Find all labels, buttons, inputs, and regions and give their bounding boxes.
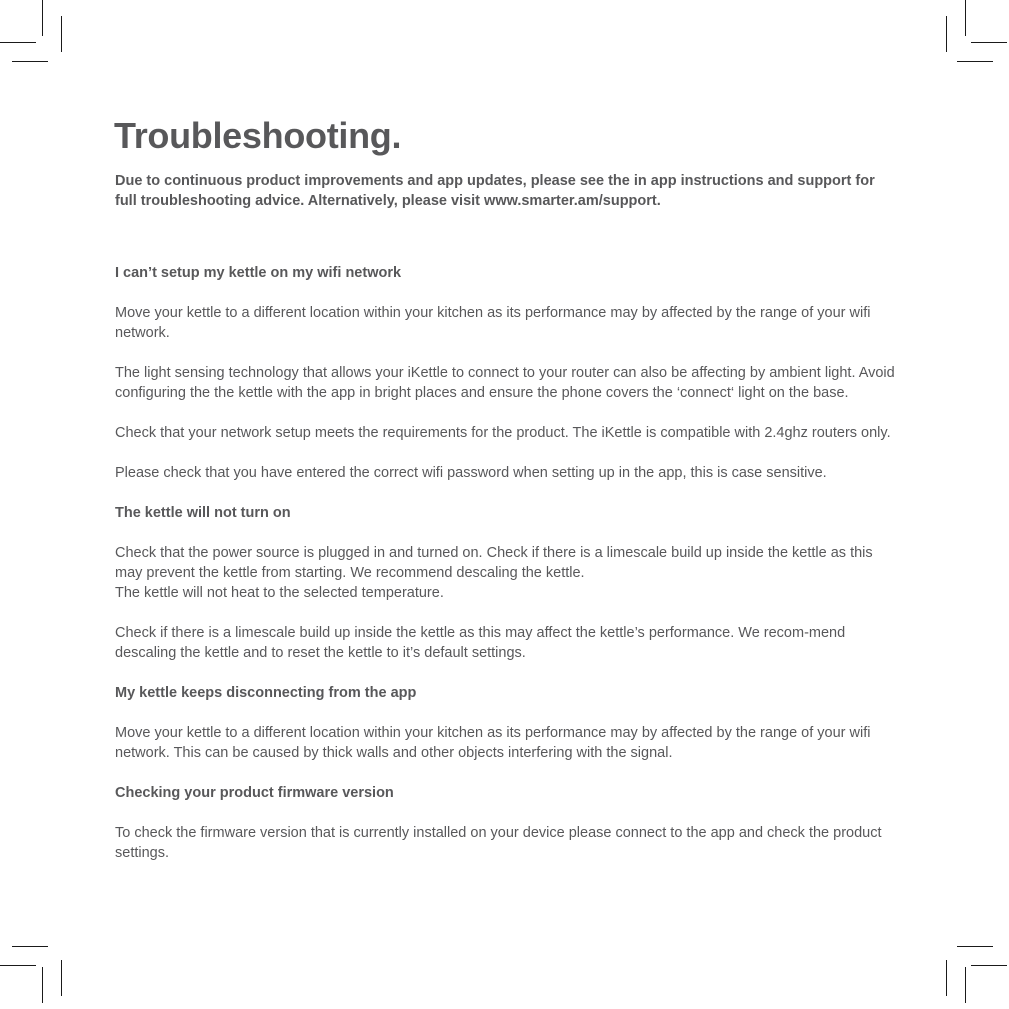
intro-text: Due to continuous product improvements and app updates, please see the in app instructions and support for full troubleshooting advice. Alternatively, please visit www.smarter.am/support. xyxy=(115,173,875,209)
paragraph: Check that the power source is plugged in and turned on. Check if there is a limescale build up inside the kettle as this may prevent the kettle from starting. We recommend descaling the kettle. The kettle will not heat to the selected temperature. xyxy=(115,545,873,601)
crop-mark xyxy=(965,967,966,1003)
paragraph: Please check that you have entered the correct wifi password when setting up in the app, this is case sensitive. xyxy=(115,465,827,481)
section-heading: I can’t setup my kettle on my wifi network xyxy=(115,265,402,281)
paragraph: Move your kettle to a different location within your kitchen as its performance may by affected by the range of your wifi network. xyxy=(115,305,871,341)
crop-mark xyxy=(12,61,48,62)
crop-mark xyxy=(0,965,36,966)
paragraph: The light sensing technology that allows your iKettle to connect to your router can also be affecting by ambient light. Avoid configuring the the kettle with the app in bright places and ensure the phone covers the ‘connect‘ light on the base. xyxy=(115,365,895,401)
paragraph: Check if there is a limescale build up inside the kettle as this may affect the kettle’s performance. We recom-mend descaling the kettle and to reset the kettle to it’s default settings. xyxy=(115,625,846,661)
page-title: Troubleshooting. xyxy=(114,115,402,156)
section-heading: The kettle will not turn on xyxy=(115,505,291,521)
section-firmware xyxy=(115,783,895,863)
crop-mark xyxy=(957,61,993,62)
section-wifi-setup xyxy=(115,263,895,483)
section-heading: My kettle keeps disconnecting from the app xyxy=(115,685,417,701)
paragraph: To check the firmware version that is currently installed on your device please connect to the app and check the product settings. xyxy=(115,825,882,861)
crop-mark xyxy=(42,0,43,36)
crop-mark xyxy=(42,967,43,1003)
crop-mark xyxy=(61,960,62,996)
crop-mark xyxy=(965,0,966,36)
crop-mark xyxy=(971,965,1007,966)
crop-mark xyxy=(971,42,1007,43)
crop-mark xyxy=(946,960,947,996)
section-disconnecting xyxy=(115,683,895,763)
crop-mark xyxy=(0,42,36,43)
troubleshooting-content xyxy=(115,263,895,883)
crop-mark xyxy=(957,946,993,947)
crop-mark xyxy=(61,16,62,52)
section-not-turning-on xyxy=(115,503,895,663)
crop-mark xyxy=(946,16,947,52)
paragraph: Move your kettle to a different location within your kitchen as its performance may by affected by the range of your wifi network. This can be caused by thick walls and other objects interfering with the signal. xyxy=(115,725,871,761)
paragraph: Check that your network setup meets the requirements for the product. The iKettle is compatible with 2.4ghz routers only. xyxy=(115,425,891,441)
crop-mark xyxy=(12,946,48,947)
section-heading: Checking your product firmware version xyxy=(115,785,394,801)
